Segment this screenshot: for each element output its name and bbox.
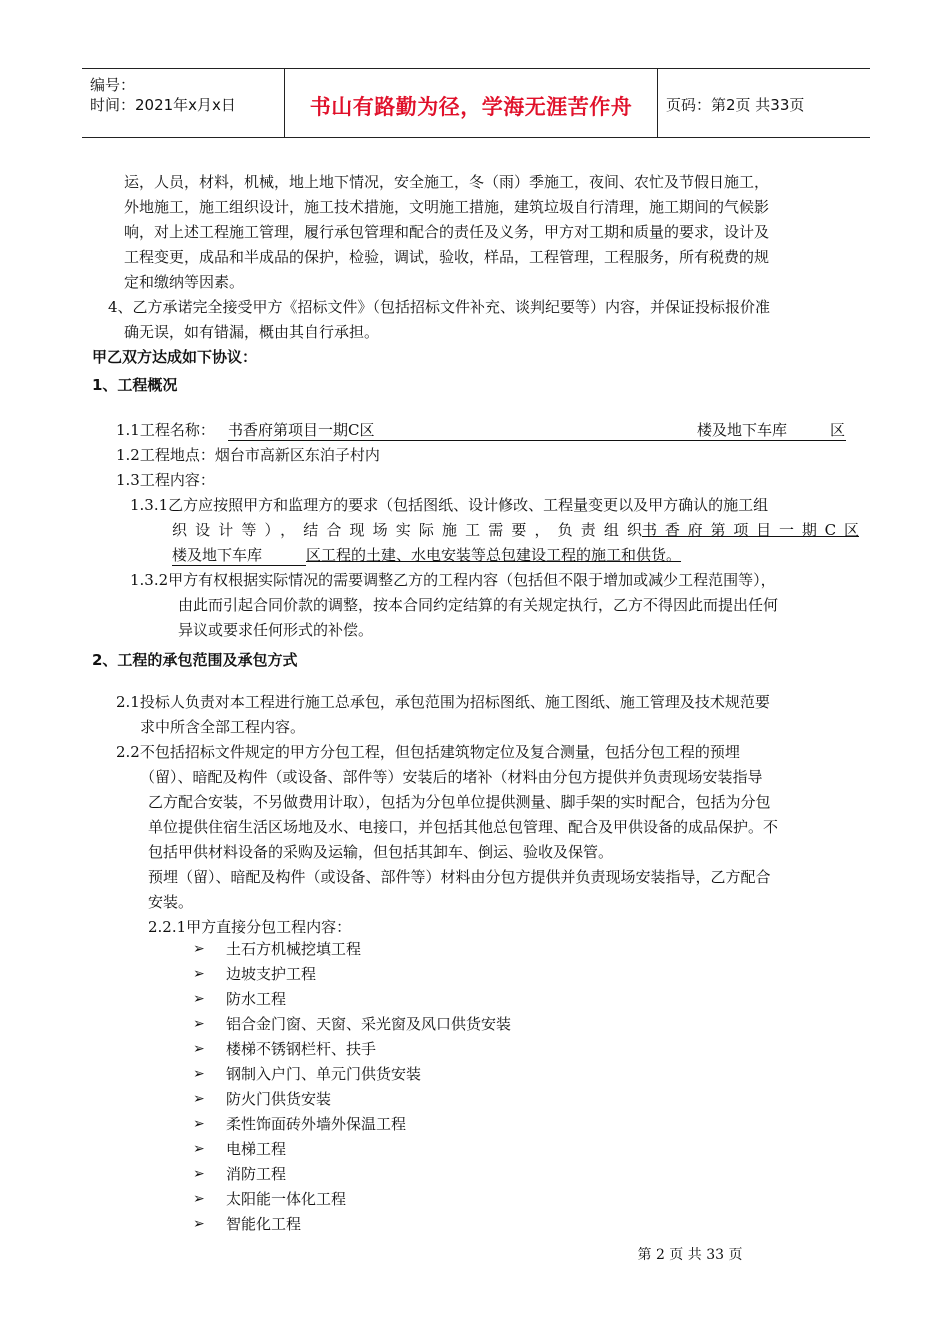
list-item: 防火门供货安装 (226, 1090, 332, 1108)
clause-4-line: 确无误，如有错漏，概由其自行承担。 (124, 323, 380, 341)
doc-time: 时间：2021年x月x日 (90, 96, 236, 114)
item-1-2: 1.2工程地点：烟台市高新区东泊子村内 (116, 446, 380, 464)
doc-number: 编号： (90, 76, 136, 94)
list-item: 电梯工程 (226, 1140, 287, 1158)
project-name-mid: 楼及地下车库 (697, 421, 788, 439)
list-item: 边坡支护工程 (226, 965, 317, 983)
list-item: 消防工程 (226, 1165, 287, 1183)
item-2-2-line: （留）、暗配及构件（或设备、部件等）安装后的堵补（材料由分包方提供并负责现场安装指导 (140, 768, 763, 786)
para-line: 外地施工，施工组织设计，施工技术措施，文明施工措施，建筑垃圾自行清理，施工期间的气候影 (124, 198, 770, 216)
list-item: 柔性饰面砖外墙外保温工程 (226, 1115, 407, 1133)
arrow-bullet-icon: ➢ (193, 1066, 205, 1082)
clause-4-line: 4、乙方承诺完全接受甲方《招标文件》（包括招标文件补充、谈判纪要等）内容，并保证投标报价准 (108, 298, 771, 316)
item-2-2-line: 单位提供住宿生活区场地及水、电接口，并包括其他总包管理、配合及甲供设备的成品保护。不 (148, 818, 779, 836)
arrow-bullet-icon: ➢ (193, 966, 205, 982)
section-1-heading: 1、工程概况 (92, 376, 178, 394)
para-line: 工程变更，成品和半成品的保护，检验，调试，验收，样品，工程管理，工程服务，所有税费的规 (124, 248, 770, 266)
page-footer (0, 1244, 950, 1264)
arrow-bullet-icon: ➢ (193, 1091, 205, 1107)
header-page-cell (658, 69, 870, 137)
agreement-heading: 甲乙双方达成如下协议： (92, 348, 258, 366)
item-2-2-line: 乙方配合安装，不另做费用计取），包括为分包单位提供测量、脚手架的实时配合，包括为分包 (148, 793, 771, 811)
arrow-bullet-icon: ➢ (193, 1166, 205, 1182)
item-2-1-line: 2.1投标人负责对本工程进行施工总承包，承包范围为招标图纸、施工图纸、施工管理及技术规范要 (116, 693, 770, 711)
arrow-bullet-icon: ➢ (193, 1116, 205, 1132)
item-1-3-1-line: 织设计等），结合现场实际施工需要，负责组织 (172, 521, 642, 539)
list-item: 楼梯不锈钢栏杆、扶手 (226, 1040, 377, 1058)
para-line: 定和缴纳等因素。 (124, 273, 245, 291)
list-item: 土石方机械挖填工程 (226, 940, 362, 958)
list-item: 钢制入户门、单元门供货安装 (226, 1065, 422, 1083)
list-item: 铝合金门窗、天窗、采光窗及风口供货安装 (226, 1015, 512, 1033)
arrow-bullet-icon: ➢ (193, 991, 205, 1007)
list-item: 智能化工程 (226, 1215, 302, 1233)
item-2-2-line: 包括甲供材料设备的采购及运输，但包括其卸车、倒运、验收及保管。 (148, 843, 614, 861)
section-2-heading: 2、工程的承包范围及承包方式 (92, 651, 298, 669)
list-item: 防水工程 (226, 990, 287, 1008)
footer-page-number: 第 2 页 共 33 页 (637, 1247, 743, 1263)
arrow-bullet-icon: ➢ (193, 1141, 205, 1157)
para-line: 运，人员，材料，机械，地上地下情况，安全施工，冬（雨）季施工，夜间、农忙及节假日施工， (124, 173, 770, 191)
item-1-3-1-line: 1.3.1乙方应按照甲方和监理方的要求（包括图纸、设计修改、工程量变更以及甲方确认的施工组 (130, 496, 769, 514)
arrow-bullet-icon: ➢ (193, 1191, 205, 1207)
page-header (82, 68, 870, 138)
project-name-end: 区 (830, 421, 846, 439)
item-1-3-2-line: 异议或要求任何形式的补偿。 (178, 621, 374, 639)
item-1-3-1-underlined: 楼及地下车库 (172, 546, 263, 564)
header-meta (82, 69, 285, 137)
item-2-2-line: 预埋（留）、暗配及构件（或设备、部件等）材料由分包方提供并负责现场安装指导，乙方配合 (148, 868, 771, 886)
item-1-3-1-underlined: 书香府第项目一期C区 (642, 521, 859, 539)
item-2-2-1: 2.2.1甲方直接分包工程内容： (148, 918, 352, 936)
header-motto-cell (285, 69, 658, 137)
item-1-1-label: 1.1工程名称： (116, 421, 215, 439)
item-1-3-2-line: 由此而引起合同价款的调整，按本合同约定结算的有关规定执行，乙方不得因此而提出任何 (178, 596, 779, 614)
arrow-bullet-icon: ➢ (193, 1041, 205, 1057)
item-2-2-line: 安装。 (148, 893, 194, 911)
header-motto: 书山有路勤为径，学海无涯苦作舟 (309, 95, 633, 119)
list-item: 太阳能一体化工程 (226, 1190, 347, 1208)
para-line: 响，对上述工程施工管理，履行承包管理和配合的责任及义务，甲方对工期和质量的要求，设计及 (124, 223, 770, 241)
item-2-2-line: 2.2不包括招标文件规定的甲方分包工程，但包括建筑物定位及复合测量，包括分包工程的预埋 (116, 743, 740, 761)
arrow-bullet-icon: ➢ (193, 941, 205, 957)
header-page-number: 页码：第2页 共33页 (666, 96, 805, 114)
project-name: 书香府第项目一期C区 (228, 421, 375, 439)
arrow-bullet-icon: ➢ (193, 1016, 205, 1032)
item-1-3-1-line: 区工程的土建、水电安装等总包建设工程的施工和供货。 (306, 546, 682, 564)
arrow-bullet-icon: ➢ (193, 1216, 205, 1232)
item-2-1-line: 求中所含全部工程内容。 (140, 718, 306, 736)
item-1-3-2-line: 1.3.2甲方有权根据实际情况的需要调整乙方的工程内容（包括但不限于增加或减少工程范围等）， (130, 571, 776, 589)
item-1-3: 1.3工程内容： (116, 471, 215, 489)
